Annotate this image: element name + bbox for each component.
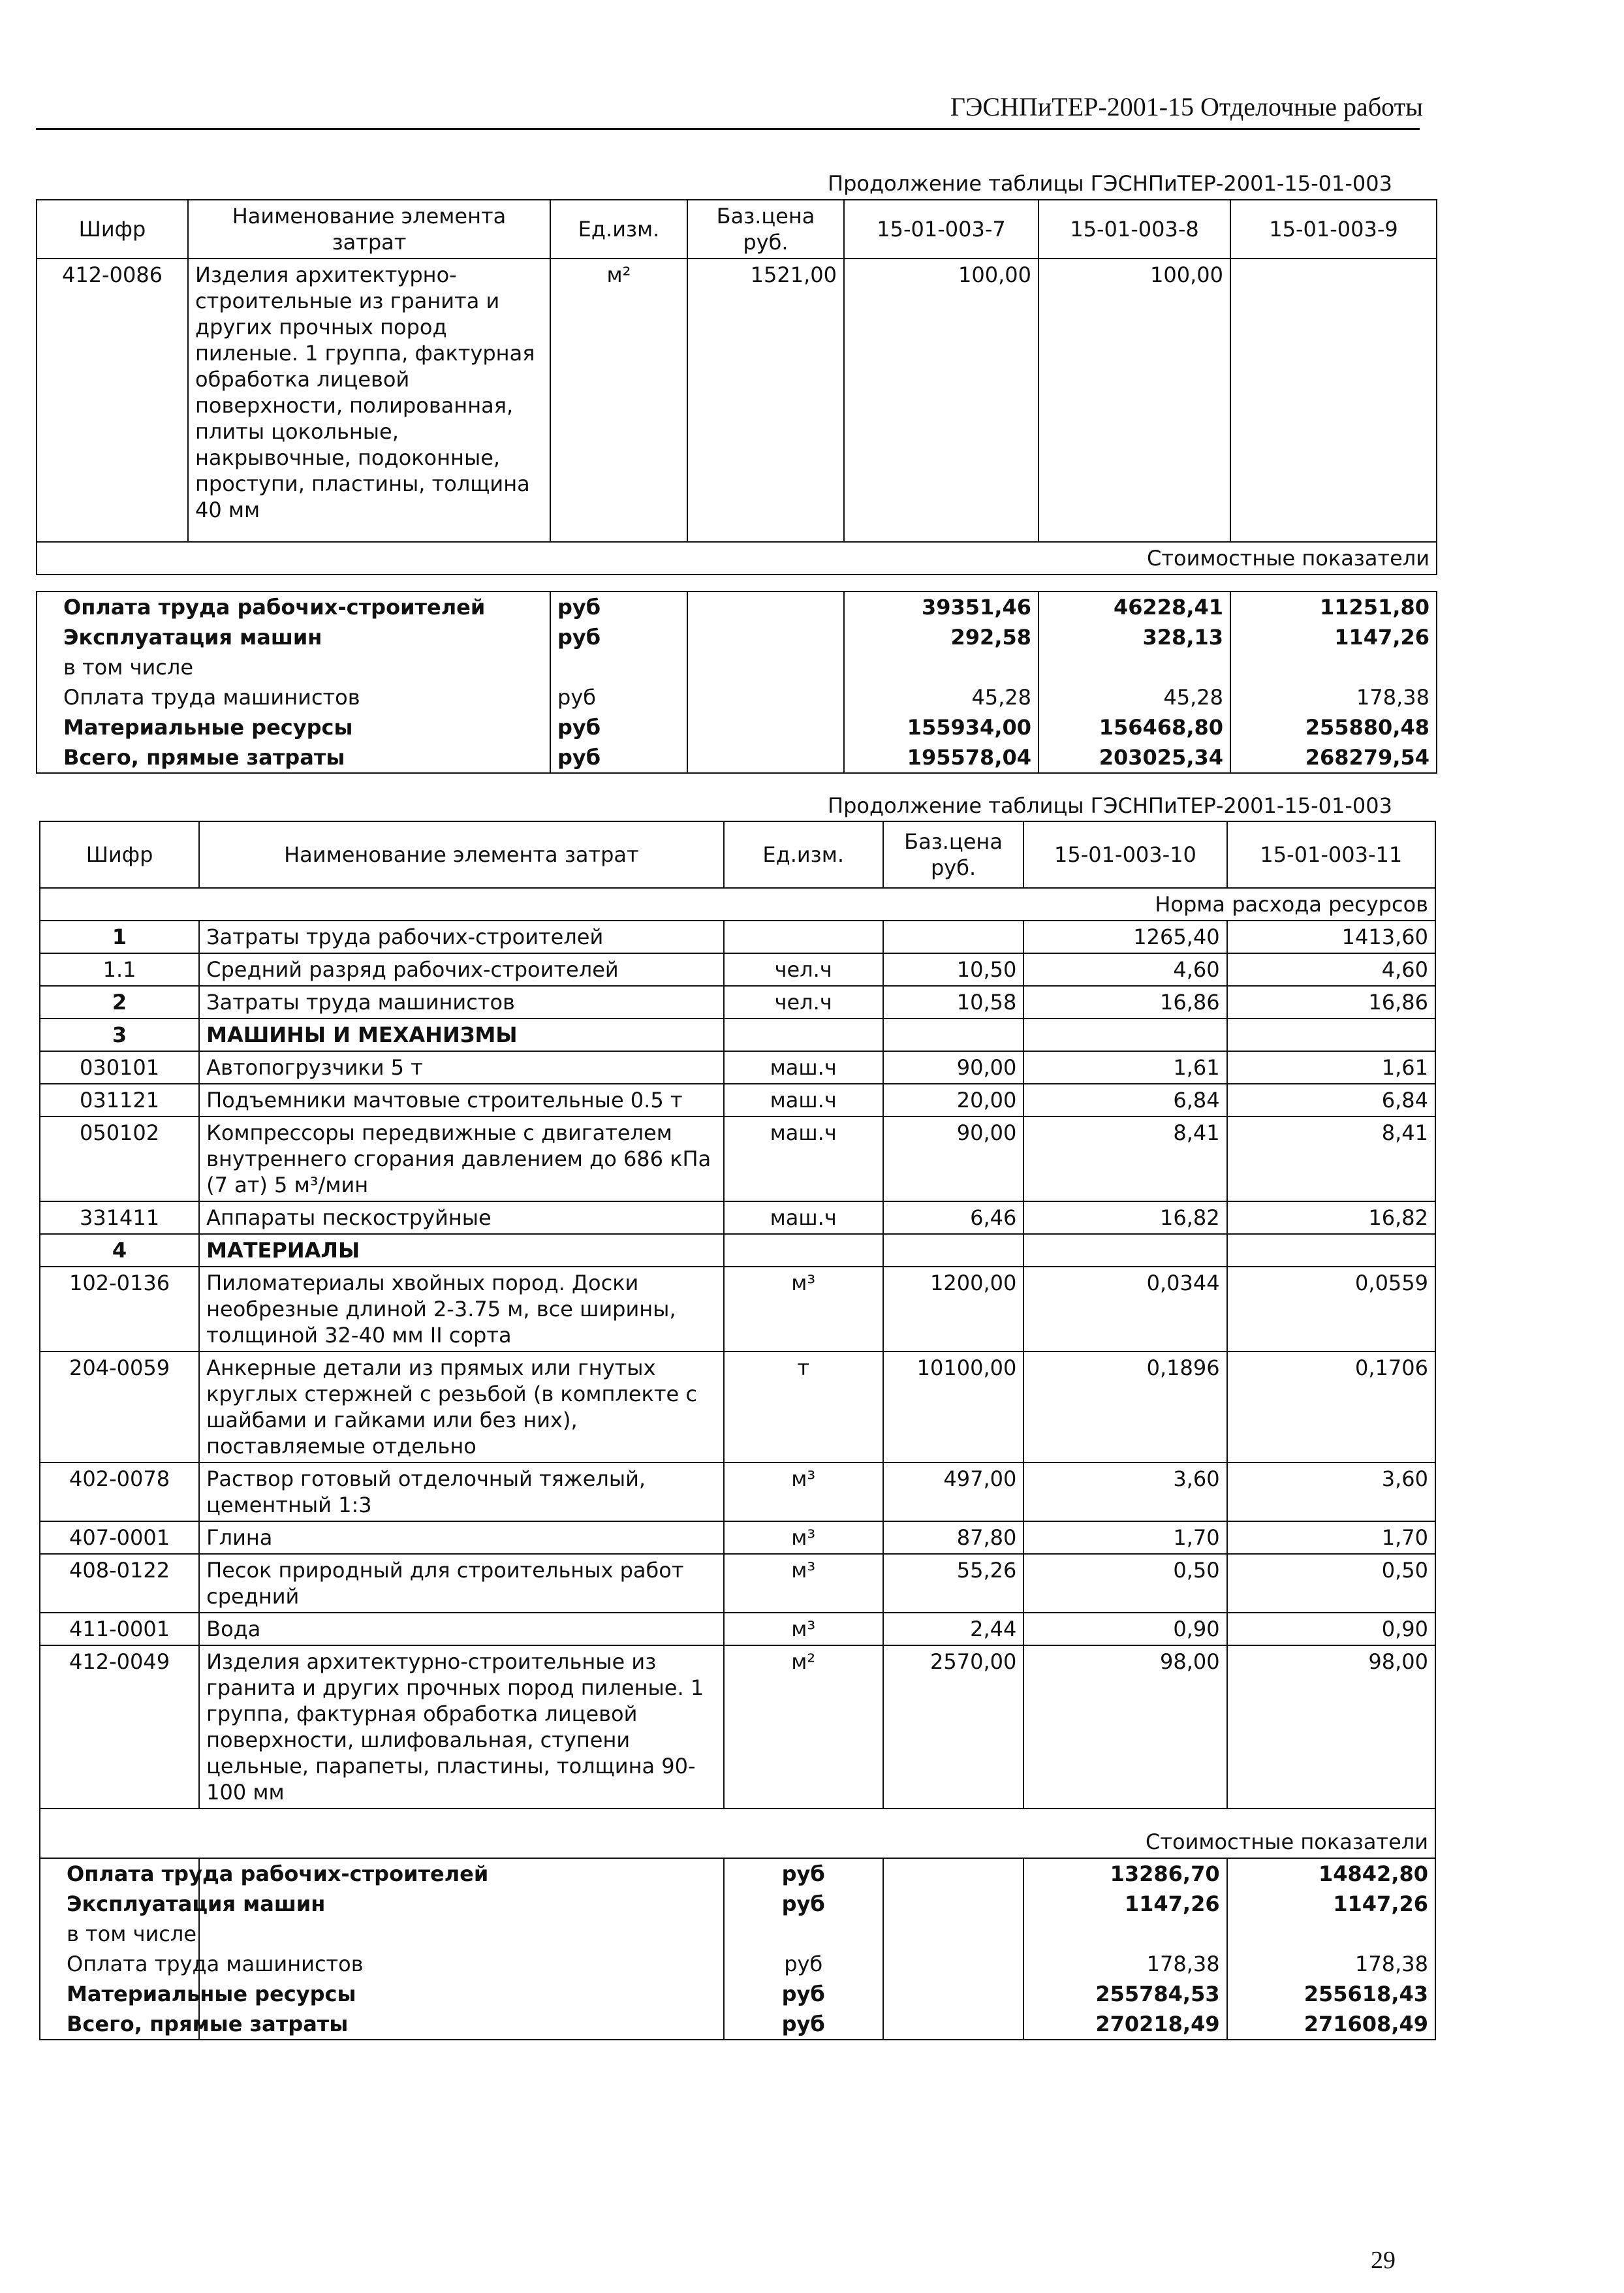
row-unit: чел.ч <box>724 953 883 986</box>
cost-row-unit: руб <box>550 712 687 742</box>
row-value-2: 6,84 <box>1227 1084 1435 1116</box>
table1-header-code: Шифр <box>37 200 188 259</box>
table1-header-price: Баз.цена руб. <box>687 200 844 259</box>
cost-row-value-1: 255784,53 <box>1023 1979 1226 2009</box>
row-value-1: 3,60 <box>1023 1463 1226 1521</box>
row-value-2: 0,0559 <box>1227 1267 1435 1352</box>
cost-row-name: Всего, прямые затраты <box>37 742 550 773</box>
cost-row <box>40 1858 1435 1889</box>
cost-row-value-1: 1147,26 <box>1023 1889 1226 1919</box>
row-unit: маш.ч <box>724 1084 883 1116</box>
cost-row <box>37 712 1437 742</box>
row-value-3 <box>1230 259 1437 542</box>
table-row <box>40 1521 1435 1554</box>
row-value-1: 98,00 <box>1023 1645 1226 1809</box>
row-unit: м² <box>724 1645 883 1809</box>
row-unit <box>724 921 883 953</box>
row-value-2: 0,50 <box>1227 1554 1435 1613</box>
row-code: 407-0001 <box>40 1521 199 1554</box>
cost-row-value-3: 11251,80 <box>1230 592 1437 622</box>
row-value-2: 16,82 <box>1227 1201 1435 1234</box>
cost-row-value-2: 255618,43 <box>1227 1979 1435 2009</box>
cost-row-name: Эксплуатация машин <box>37 622 550 652</box>
row-unit: маш.ч <box>724 1201 883 1234</box>
row-value-1: 1,61 <box>1023 1051 1226 1084</box>
row-price: 55,26 <box>883 1554 1024 1613</box>
cost-row-value-1: 195578,04 <box>844 742 1038 773</box>
row-name: МАТЕРИАЛЫ <box>199 1234 724 1267</box>
table2-header-row <box>40 821 1435 888</box>
row-name: МАШИНЫ И МЕХАНИЗМЫ <box>199 1019 724 1051</box>
continuation-label-1: Продолжение таблицы ГЭСНПиТЕР-2001-15-01-003 <box>828 171 1392 196</box>
row-value-1: 0,1896 <box>1023 1352 1226 1463</box>
cost-row-unit: руб <box>550 742 687 773</box>
row-value-1: 0,0344 <box>1023 1267 1226 1352</box>
row-value-2 <box>1227 1234 1435 1267</box>
cost-row-value-1: 39351,46 <box>844 592 1038 622</box>
table-row <box>40 1352 1435 1463</box>
cost-row-value-2: 46228,41 <box>1038 592 1230 622</box>
row-price <box>883 1019 1024 1051</box>
resource-table-1 <box>36 199 1437 575</box>
table2-section-label: Норма расхода ресурсов <box>40 888 1435 921</box>
continuation-label-2: Продолжение таблицы ГЭСНПиТЕР-2001-15-01-003 <box>828 793 1392 818</box>
row-value-2: 98,00 <box>1227 1645 1435 1809</box>
row-value-2: 0,1706 <box>1227 1352 1435 1463</box>
row-name: Затраты труда рабочих-строителей <box>199 921 724 953</box>
row-price: 10,58 <box>883 986 1024 1019</box>
row-value-1: 1,70 <box>1023 1521 1226 1554</box>
row-value-2: 100,00 <box>1038 259 1230 542</box>
cost-row <box>40 1949 1435 1979</box>
row-unit: м³ <box>724 1521 883 1554</box>
row-value-2: 8,41 <box>1227 1116 1435 1201</box>
row-price: 497,00 <box>883 1463 1024 1521</box>
cost-row <box>37 592 1437 622</box>
row-unit: т <box>724 1352 883 1463</box>
table2-header-unit: Ед.изм. <box>724 821 883 888</box>
cost-row-price <box>883 1949 1024 1979</box>
row-name: Изделия архитектурно-строительные из гранита и других прочных пород пиленые. 1 группа, фактурная обработка лицевой поверхности, полированная, плиты цокольные, накрывочные, подоконные, проступи, пластины, толщина 40 мм <box>188 259 550 542</box>
cost-row-price <box>883 1858 1024 1889</box>
row-value-2 <box>1227 1019 1435 1051</box>
cost-row-name: Эксплуатация машин <box>40 1889 199 1919</box>
row-price: 10100,00 <box>883 1352 1024 1463</box>
cost-row-price <box>687 592 844 622</box>
row-code: 030101 <box>40 1051 199 1084</box>
row-value-1: 1265,40 <box>1023 921 1226 953</box>
cost-row-value-3: 178,38 <box>1230 682 1437 712</box>
cost-row-unit <box>724 1919 883 1949</box>
cost-row-value-1 <box>1023 1919 1226 1949</box>
row-value-2: 0,90 <box>1227 1613 1435 1645</box>
cost-row-name: Оплата труда рабочих-строителей <box>40 1858 199 1889</box>
row-unit: маш.ч <box>724 1116 883 1201</box>
cost-row-value-2: 178,38 <box>1227 1949 1435 1979</box>
row-price: 1521,00 <box>687 259 844 542</box>
table2-header-col-10: 15-01-003-10 <box>1023 821 1226 888</box>
resource-table-2 <box>39 821 1436 2040</box>
table-row <box>40 1234 1435 1267</box>
table2-cost-label: Стоимостные показатели <box>40 1809 1435 1858</box>
row-name: Средний разряд рабочих-строителей <box>199 953 724 986</box>
cost-row-value-1: 13286,70 <box>1023 1858 1226 1889</box>
row-name: Глина <box>199 1521 724 1554</box>
table-row <box>37 259 1437 542</box>
row-name: Автопогрузчики 5 т <box>199 1051 724 1084</box>
table1-header-col-9: 15-01-003-9 <box>1230 200 1437 259</box>
row-code: 411-0001 <box>40 1613 199 1645</box>
table-row <box>40 1019 1435 1051</box>
cost-row-price <box>687 622 844 652</box>
cost-table-1 <box>36 591 1437 774</box>
row-value-2: 3,60 <box>1227 1463 1435 1521</box>
table-row <box>40 953 1435 986</box>
row-unit: м³ <box>724 1613 883 1645</box>
table-row <box>40 1463 1435 1521</box>
cost-row-value-3: 255880,48 <box>1230 712 1437 742</box>
row-price: 1200,00 <box>883 1267 1024 1352</box>
cost-row <box>37 742 1437 773</box>
table-row <box>40 1645 1435 1809</box>
cost-row-value-1: 178,38 <box>1023 1949 1226 1979</box>
row-code: 204-0059 <box>40 1352 199 1463</box>
cost-row <box>40 1919 1435 1949</box>
cost-row-value-2: 203025,34 <box>1038 742 1230 773</box>
cost-row-value-2 <box>1038 652 1230 682</box>
table2-cost-section-row <box>40 1809 1435 1858</box>
row-code: 1.1 <box>40 953 199 986</box>
row-name: Аппараты пескоструйные <box>199 1201 724 1234</box>
table2-header-price: Баз.цена руб. <box>883 821 1024 888</box>
row-value-1: 0,90 <box>1023 1613 1226 1645</box>
table2-header-code: Шифр <box>40 821 199 888</box>
table-row <box>40 1201 1435 1234</box>
row-price: 90,00 <box>883 1116 1024 1201</box>
cost-row-unit: руб <box>550 682 687 712</box>
row-code: 402-0078 <box>40 1463 199 1521</box>
cost-row-unit: руб <box>724 2009 883 2040</box>
table1-section-row <box>37 542 1437 575</box>
table1-header-col-7: 15-01-003-7 <box>844 200 1038 259</box>
row-name: Песок природный для строительных работ средний <box>199 1554 724 1613</box>
table-row <box>40 1554 1435 1613</box>
cost-row-name: Оплата труда рабочих-строителей <box>37 592 550 622</box>
row-price: 90,00 <box>883 1051 1024 1084</box>
cost-row-price <box>883 1979 1024 2009</box>
cost-row <box>37 622 1437 652</box>
cost-row <box>40 1979 1435 2009</box>
cost-row-value-2: 1147,26 <box>1227 1889 1435 1919</box>
table-row <box>40 1051 1435 1084</box>
cost-row <box>37 682 1437 712</box>
row-value-2: 16,86 <box>1227 986 1435 1019</box>
row-price: 2570,00 <box>883 1645 1024 1809</box>
table1-header-unit: Ед.изм. <box>550 200 687 259</box>
row-code: 102-0136 <box>40 1267 199 1352</box>
cost-row-value-1: 270218,49 <box>1023 2009 1226 2040</box>
cost-row-unit: руб <box>724 1858 883 1889</box>
page-number: 29 <box>1371 2247 1396 2274</box>
row-unit: м³ <box>724 1267 883 1352</box>
row-price: 2,44 <box>883 1613 1024 1645</box>
cost-row-value-2 <box>1227 1919 1435 1949</box>
cost-row-name: Всего, прямые затраты <box>40 2009 199 2040</box>
cost-row-name: Материальные ресурсы <box>37 712 550 742</box>
cost-row-value-1: 292,58 <box>844 622 1038 652</box>
row-value-1: 100,00 <box>844 259 1038 542</box>
cost-row-value-1: 155934,00 <box>844 712 1038 742</box>
cost-row-value-2: 328,13 <box>1038 622 1230 652</box>
cost-row <box>40 1889 1435 1919</box>
row-unit: м³ <box>724 1463 883 1521</box>
row-unit <box>724 1019 883 1051</box>
table1-header-col-8: 15-01-003-8 <box>1038 200 1230 259</box>
row-value-1: 0,50 <box>1023 1554 1226 1613</box>
table2-section-row <box>40 888 1435 921</box>
row-code: 4 <box>40 1234 199 1267</box>
cost-row-unit: руб <box>550 592 687 622</box>
row-unit: маш.ч <box>724 1051 883 1084</box>
cost-row-value-3 <box>1230 652 1437 682</box>
table2-header-name: Наименование элемента затрат <box>199 821 724 888</box>
cost-row <box>37 652 1437 682</box>
table-row <box>40 1613 1435 1645</box>
row-name: Вода <box>199 1613 724 1645</box>
cost-row-unit <box>550 652 687 682</box>
table-row <box>40 1084 1435 1116</box>
header-rule <box>36 128 1420 130</box>
table-row <box>40 1267 1435 1352</box>
row-unit <box>724 1234 883 1267</box>
cost-row-unit: руб <box>550 622 687 652</box>
row-code: 412-0049 <box>40 1645 199 1809</box>
row-name: Раствор готовый отделочный тяжелый, цементный 1:3 <box>199 1463 724 1521</box>
row-name: Компрессоры передвижные с двигателем внутреннего сгорания давлением до 686 кПа (7 ат) 5 м³/мин <box>199 1116 724 1201</box>
cost-row-value-1 <box>844 652 1038 682</box>
cost-row-name: в том числе <box>40 1919 199 1949</box>
table-row <box>40 921 1435 953</box>
cost-row-price <box>883 1919 1024 1949</box>
row-price: 6,46 <box>883 1201 1024 1234</box>
row-code: 1 <box>40 921 199 953</box>
cost-row-value-2: 271608,49 <box>1227 2009 1435 2040</box>
table-row <box>40 986 1435 1019</box>
row-code: 408-0122 <box>40 1554 199 1613</box>
cost-row-name: Оплата труда машинистов <box>37 682 550 712</box>
table-row <box>40 1116 1435 1201</box>
cost-row-value-2: 156468,80 <box>1038 712 1230 742</box>
row-code: 031121 <box>40 1084 199 1116</box>
cost-row-price <box>687 742 844 773</box>
cost-row-unit: руб <box>724 1889 883 1919</box>
row-name: Подъемники мачтовые строительные 0.5 т <box>199 1084 724 1116</box>
cost-row-unit: руб <box>724 1949 883 1979</box>
row-value-1: 16,86 <box>1023 986 1226 1019</box>
row-value-1: 8,41 <box>1023 1116 1226 1201</box>
row-name: Изделия архитектурно-строительные из гранита и других прочных пород пиленые. 1 группа, фактурная обработка лицевой поверхности, шлифовальная, ступени цельные, парапеты, пластины, толщина 90-100 мм <box>199 1645 724 1809</box>
cost-row-value-1: 45,28 <box>844 682 1038 712</box>
cost-row-price <box>687 712 844 742</box>
row-value-2: 1,61 <box>1227 1051 1435 1084</box>
row-value-1: 16,82 <box>1023 1201 1226 1234</box>
row-name: Затраты труда машинистов <box>199 986 724 1019</box>
row-value-2: 1413,60 <box>1227 921 1435 953</box>
row-price <box>883 921 1024 953</box>
cost-row-name: в том числе <box>37 652 550 682</box>
document-header-title: ГЭСНПиТЕР-2001-15 Отделочные работы <box>950 92 1423 121</box>
row-value-1 <box>1023 1019 1226 1051</box>
row-name: Анкерные детали из прямых или гнутых круглых стержней с резьбой (в комплекте с шайбами и гайками или без них), поставляемые отдельно <box>199 1352 724 1463</box>
row-unit: м³ <box>724 1554 883 1613</box>
cost-row-price <box>883 1889 1024 1919</box>
row-code: 2 <box>40 986 199 1019</box>
cost-row-value-3: 268279,54 <box>1230 742 1437 773</box>
table1-header-row <box>37 200 1437 259</box>
row-price: 87,80 <box>883 1521 1024 1554</box>
table1-section-label: Стоимостные показатели <box>37 542 1437 575</box>
row-code: 3 <box>40 1019 199 1051</box>
cost-row-name: Оплата труда машинистов <box>40 1949 199 1979</box>
cost-row-name: Материальные ресурсы <box>40 1979 199 2009</box>
row-value-2: 1,70 <box>1227 1521 1435 1554</box>
row-value-1: 4,60 <box>1023 953 1226 986</box>
row-value-1 <box>1023 1234 1226 1267</box>
row-code: 331411 <box>40 1201 199 1234</box>
row-value-1: 6,84 <box>1023 1084 1226 1116</box>
cost-row-value-2: 14842,80 <box>1227 1858 1435 1889</box>
cost-row <box>40 2009 1435 2040</box>
cost-row-spacer <box>199 1919 724 1949</box>
cost-row-unit: руб <box>724 1979 883 2009</box>
cost-row-price <box>883 2009 1024 2040</box>
table2-header-col-11: 15-01-003-11 <box>1227 821 1435 888</box>
row-unit: м² <box>550 259 687 542</box>
row-price: 10,50 <box>883 953 1024 986</box>
row-price <box>883 1234 1024 1267</box>
cost-row-price <box>687 652 844 682</box>
cost-row-value-2: 45,28 <box>1038 682 1230 712</box>
row-code: 050102 <box>40 1116 199 1201</box>
row-code: 412-0086 <box>37 259 188 542</box>
table1-header-name: Наименование элемента затрат <box>188 200 550 259</box>
cost-row-price <box>687 682 844 712</box>
row-value-2: 4,60 <box>1227 953 1435 986</box>
cost-row-value-3: 1147,26 <box>1230 622 1437 652</box>
row-price: 20,00 <box>883 1084 1024 1116</box>
row-name: Пиломатериалы хвойных пород. Доски необрезные длиной 2-3.75 м, все ширины, толщиной 32-40 мм II сорта <box>199 1267 724 1352</box>
row-unit: чел.ч <box>724 986 883 1019</box>
